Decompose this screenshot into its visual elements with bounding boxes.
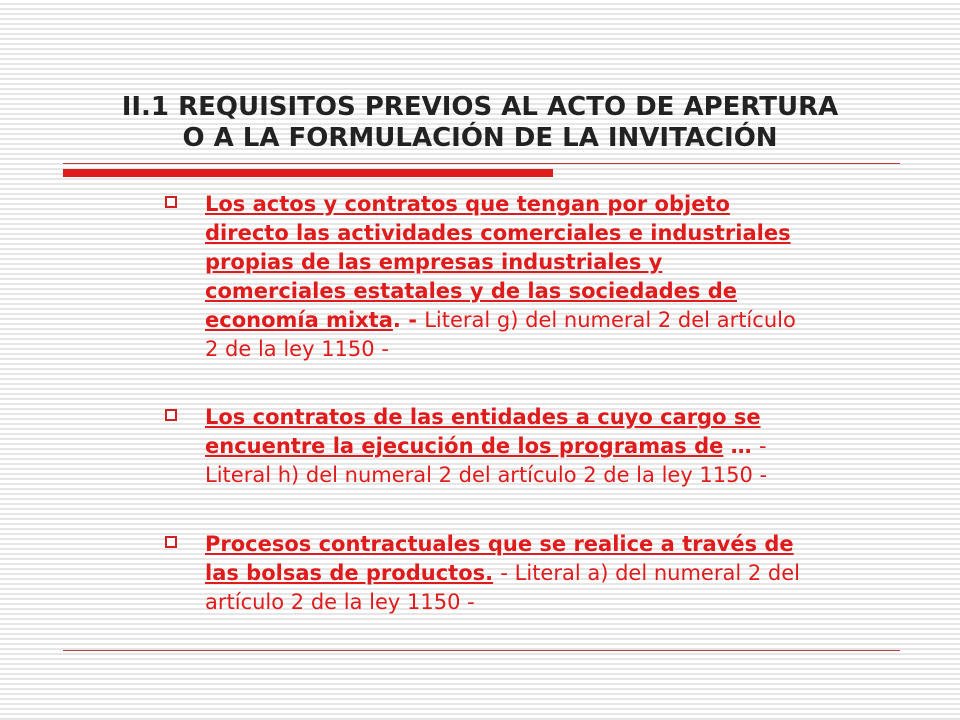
bullet-line: Los actos y contratos que tengan por objeto <box>205 192 730 216</box>
bullet-item-1 <box>165 190 885 364</box>
bullet-line: encuentre la ejecución de los programas de … - <box>205 434 767 458</box>
bullet-line: Literal h) del numeral 2 del artículo 2 de la ley 1150 - <box>205 463 768 487</box>
bullet-text-3 <box>205 530 885 617</box>
bullet-item-3 <box>165 530 885 617</box>
bullet-line: las bolsas de productos. - Literal a) del numeral 2 del <box>205 561 800 585</box>
bullet-line: 2 de la ley 1150 - <box>205 337 389 361</box>
title-divider-thin <box>63 163 900 164</box>
square-bullet-icon <box>165 409 177 421</box>
title-divider-thick <box>63 169 553 177</box>
slide-title <box>60 92 900 154</box>
title-line-2: O A LA FORMULACIÓN DE LA INVITACIÓN <box>182 123 778 153</box>
bullet-line: Los contratos de las entidades a cuyo cargo se <box>205 405 761 429</box>
bullet-text-1 <box>205 190 885 364</box>
square-bullet-icon <box>165 196 177 208</box>
bullet-item-2 <box>165 403 885 490</box>
bullet-line: artículo 2 de la ley 1150 - <box>205 590 475 614</box>
bullet-text-2 <box>205 403 885 490</box>
square-bullet-icon <box>165 536 177 548</box>
bullet-line: Procesos contractuales que se realice a través de <box>205 532 794 556</box>
bullet-line: economía mixta. - Literal g) del numeral 2 del artículo <box>205 308 796 332</box>
title-line-1: II.1 REQUISITOS PREVIOS AL ACTO DE APERTURA <box>121 92 839 122</box>
footer-divider <box>63 650 900 651</box>
bullet-line: comerciales estatales y de las sociedades de <box>205 279 737 303</box>
bullet-line: propias de las empresas industriales y <box>205 250 663 274</box>
bullet-line: directo las actividades comerciales e industriales <box>205 221 791 245</box>
